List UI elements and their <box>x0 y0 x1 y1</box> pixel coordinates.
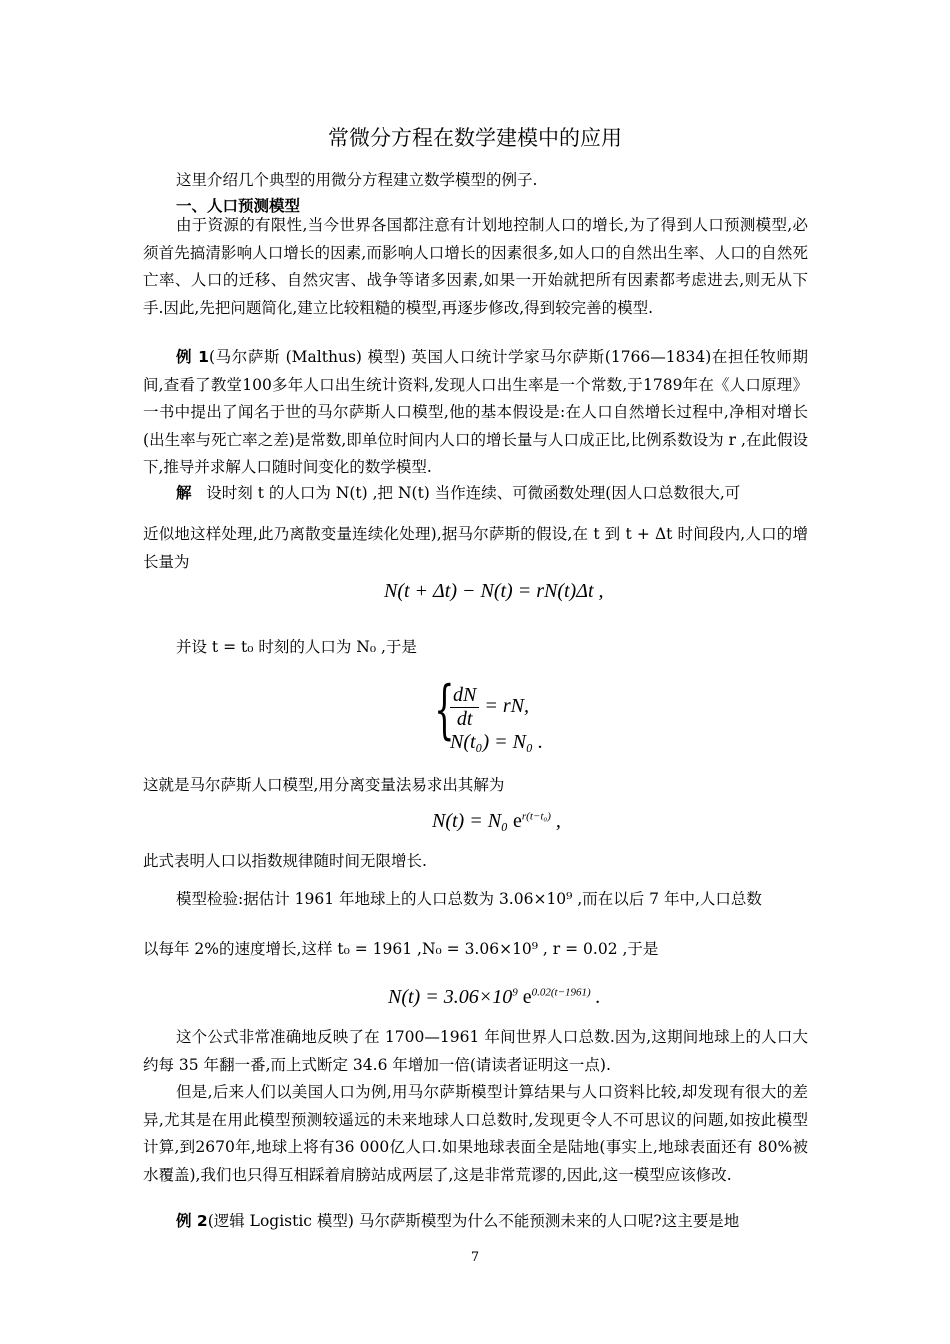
numeric-power: 9 <box>512 986 518 999</box>
conclusion-text: 此式表明人口以指数规律随时间无限增长. <box>143 852 427 870</box>
verification-text-1: 模型检验:据估计 1961 年地球上的人口总数为 3.06×10⁹ ,而在以后 7 年中,人口总数 <box>176 890 762 908</box>
section-heading: 一、人口预测模型 <box>176 197 301 215</box>
equation-numeric: $N(t) = 3.06\times 10^9$ $e^{0.02(t-1961)}$ . <box>388 986 601 1008</box>
solution-label: 解 <box>176 484 192 502</box>
verification-text-2: 以每年 2%的速度增长,这样 t₀ = 1961 ,N₀ = 3.06×10⁹ , r = 0.02 ,于是 <box>143 940 659 958</box>
numeric-tail: . <box>595 986 601 1008</box>
example-2-paragraph <box>143 1208 808 1236</box>
system-equation-1-rhs: = rN, <box>484 695 529 718</box>
accuracy-paragraph: 这个公式非常准确地反映了在 1700—1961 年间世界人口总数.因为,这期间地球上的人口大约每 35 年翻一番,而上式断定 34.6 年增加一倍(请读者证明这一点). <box>143 1028 808 1074</box>
intro-paragraph: 这里介绍几个典型的用微分方程建立数学模型的例子. <box>176 171 538 189</box>
example-1-body: (马尔萨斯 (Malthus) 模型) 英国人口统计学家马尔萨斯(1766—1834)在担任牧师期间,查看了教堂100多年人口出生统计资料,发现人口出生率是一个常数,于1789年在《人口原理》一书中提出了闻名于世的马尔萨斯人口模型,他的基本假设是:在人口自然增长过程中,净相对增长(出生率与死亡率之差)是常数,即单位时间内人口的增长量与人口成正比,比例系数设为 r ,在此假设下,推导并求解人口随时间变化的数学模型. <box>143 348 808 476</box>
page-number: 7 <box>470 1250 480 1265</box>
solve-text: 这就是马尔萨斯人口模型,用分离变量法易求出其解为 <box>143 776 505 794</box>
numeric-lhs: N(t) = 3.06×10 <box>388 986 513 1008</box>
assumption-text: 并设 t = t₀ 时刻的人口为 N₀ ,于是 <box>176 638 417 656</box>
document-title: 常微分方程在数学建模中的应用 <box>328 126 622 150</box>
example-1-label: 例 1 <box>176 348 209 366</box>
solution-text-1: 设时刻 t 的人口为 N(t) ,把 N(t) 当作连续、可微函数处理(因人口总数很大,可 <box>206 484 741 502</box>
left-brace: { <box>434 673 455 747</box>
example-2-label: 例 2 <box>176 1212 208 1230</box>
numeric-exponent: 0.02(t−1961) <box>531 986 591 999</box>
system-equation-1 <box>450 684 529 731</box>
example-2-body: (逻辑 Logistic 模型) 马尔萨斯模型为什么不能预测未来的人口呢?这主要是地 <box>207 1212 740 1230</box>
solution-line-1 <box>143 480 808 508</box>
system-equation-2: N(t₀) = N₀ . <box>450 731 543 753</box>
solution-text-2: 近似地这样处理,此乃离散变量连续化处理),据马尔萨斯的假设,在 t 到 t + Δt 时间段内,人口的增长量为 <box>143 525 808 571</box>
paragraph-resources: 由于资源的有限性,当今世界各国都注意有计划地控制人口的增长,为了得到人口预测模型,必须首先搞清影响人口增长的因素,而影响人口增长的因素很多,如人口的自然出生率、人口的自然死亡率、人口的迁移、自然灾害、战争等诸多因素,如果一开始就把所有因素都考虑进去,则无从下手.因此,先把问题简化,建立比较粗糙的模型,再逐步修改,得到较完善的模型. <box>143 216 808 317</box>
derivative-fraction <box>450 684 479 731</box>
fraction-numerator: dN <box>450 684 479 708</box>
example-1-paragraph <box>143 344 808 482</box>
equation-increment: N(t + Δt) − N(t) = rN(t)Δt , <box>384 580 604 602</box>
fraction-denominator: dt <box>456 708 473 730</box>
solution-exponent: r(t−t₀) <box>521 810 551 823</box>
later-paragraph: 但是,后来人们以美国人口为例,用马尔萨斯模型计算结果与人口资料比较,却发现有很大的差异,尤其是在用此模型预测较遥远的未来地球人口总数时,发现更令人不可思议的问题,如按此模型计算,到2670年,地球上将有36 000亿人口.如果地球表面全是陆地(事实上,地球表面还有 80%被水覆盖),我们也只得互相踩着肩膀站成两层了,这是非常荒谬的,因此,这一模型应该修改. <box>143 1083 808 1184</box>
equation-solution: N(t) = N₀ $e^{r(t-t_0)}$ , <box>432 810 561 832</box>
solution-lhs: N(t) = N₀ <box>432 810 509 832</box>
solution-tail: , <box>555 810 561 832</box>
